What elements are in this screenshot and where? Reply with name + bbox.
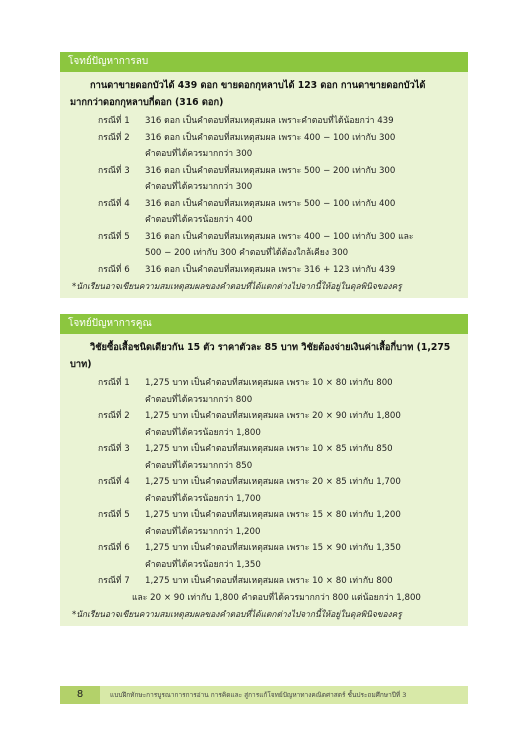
case-continuation: คำตอบที่ได้ควรน้อยกว่า 1,800 xyxy=(145,427,261,438)
case-1 xyxy=(98,113,458,130)
case-continuation: คำตอบที่ได้ควรมากกว่า 300 xyxy=(145,182,253,192)
case-text: 1,275 บาท เป็นคำตอบที่สมเหตุสมผล เพราะ 15 × 80 เท่ากับ 1,200 xyxy=(145,510,401,520)
case-label: กรณีที่ 2 xyxy=(98,411,130,421)
case-3 xyxy=(98,163,458,180)
page-footer xyxy=(60,686,468,704)
case-text: 316 ดอก เป็นคำตอบที่สมเหตุสมผล เพราะ 316 + 123 เท่ากับ 439 xyxy=(145,264,396,275)
case-text: 316 ดอก เป็นคำตอบที่สมเหตุสมผล เพราะ 500 − 200 เท่ากับ 300 xyxy=(145,165,396,176)
case-text: 1,275 บาท เป็นคำตอบที่สมเหตุสมผล เพราะ 10 × 80 เท่ากับ 800 xyxy=(145,576,393,586)
case-4 xyxy=(98,474,458,491)
case-continuation: คำตอบที่ได้ควรน้อยกว่า 400 xyxy=(145,215,253,225)
section-body xyxy=(60,334,468,626)
case-label: กรณีที่ 6 xyxy=(98,543,130,553)
case-text: 316 ดอก เป็นคำตอบที่สมเหตุสมผล เพราะคำตอบที่ได้น้อยกว่า 439 xyxy=(145,116,394,126)
page-number: 8 xyxy=(60,686,100,704)
case-2 xyxy=(98,130,458,147)
case-5 xyxy=(98,229,458,246)
footer-text: แบบฝึกทักษะการบูรณาการการอ่าน การคิดและ สู่การแก้โจทย์ปัญหาทางคณิตศาสตร์ ชั้นประถมศึกษาปีที่ 3 xyxy=(110,691,407,699)
case-text: 316 ดอก เป็นคำตอบที่สมเหตุสมผล เพราะ 400 − 100 เท่ากับ 300 และ xyxy=(145,231,414,242)
case-text: 1,275 บาท เป็นคำตอบที่สมเหตุสมผล เพราะ 20 × 90 เท่ากับ 1,800 xyxy=(145,411,401,421)
case-text: 316 ดอก เป็นคำตอบที่สมเหตุสมผล เพราะ 400 − 100 เท่ากับ 300 xyxy=(145,132,396,143)
multiplication-section xyxy=(60,314,468,626)
case-continuation: 500 − 200 เท่ากับ 300 คำตอบที่ได้ต้องใกล้เคียง 300 xyxy=(145,248,349,258)
case-label: กรณีที่ 1 xyxy=(98,116,130,126)
case-label: กรณีที่ 7 xyxy=(98,576,130,586)
section-body xyxy=(60,72,468,298)
case-text: 1,275 บาท เป็นคำตอบที่สมเหตุสมผล เพราะ 10 × 85 เท่ากับ 850 xyxy=(145,444,393,454)
case-continuation: คำตอบที่ได้ควรมากกว่า 300 xyxy=(145,149,253,159)
case-text: 1,275 บาท เป็นคำตอบที่สมเหตุสมผล เพราะ 15 × 90 เท่ากับ 1,350 xyxy=(145,543,401,553)
case-text: 1,275 บาท เป็นคำตอบที่สมเหตุสมผล เพราะ 20 × 85 เท่ากับ 1,700 xyxy=(145,477,401,487)
case-label: กรณีที่ 3 xyxy=(98,165,130,176)
case-4 xyxy=(98,196,458,213)
case-label: กรณีที่ 1 xyxy=(98,378,130,388)
case-text: 1,275 บาท เป็นคำตอบที่สมเหตุสมผล เพราะ 10 × 80 เท่ากับ 800 xyxy=(145,378,393,388)
case-7 xyxy=(98,573,458,590)
case-label: กรณีที่ 5 xyxy=(98,510,130,520)
case-continuation: คำตอบที่ได้ควรน้อยกว่า 1,700 xyxy=(145,493,261,504)
case-continuation: คำตอบที่ได้ควรมากกว่า 850 xyxy=(145,460,253,471)
problem-statement: กานดาขายดอกบัวได้ 439 ดอก ขายดอกกุหลาบได้ 123 ดอก กานดาขายดอกบัวได้มากกว่าดอกกุหลาบกี่ดอก (316 ดอก) xyxy=(70,80,426,108)
case-label: กรณีที่ 5 xyxy=(98,231,130,242)
case-3 xyxy=(98,441,458,458)
teacher-note: *นักเรียนอาจเขียนความสมเหตุสมผลของคำตอบที่ได้แตกต่างไปจากนี้ให้อยู่ในดุลพินิจของครู xyxy=(72,609,402,619)
case-6 xyxy=(98,540,458,557)
section-title: โจทย์ปัญหาการคูณ xyxy=(60,314,468,334)
case-1 xyxy=(98,375,458,392)
section-title: โจทย์ปัญหาการลบ xyxy=(60,52,468,72)
case-label: กรณีที่ 6 xyxy=(98,264,130,275)
case-continuation: คำตอบที่ได้ควรมากกว่า 1,200 xyxy=(145,526,261,537)
case-label: กรณีที่ 4 xyxy=(98,198,130,209)
case-label: กรณีที่ 3 xyxy=(98,444,130,454)
case-continuation: คำตอบที่ได้ควรมากกว่า 800 xyxy=(145,394,253,405)
case-label: กรณีที่ 2 xyxy=(98,132,130,143)
case-label: กรณีที่ 4 xyxy=(98,477,130,487)
case-continuation: คำตอบที่ได้ควรน้อยกว่า 1,350 xyxy=(145,559,261,570)
case-text: 316 ดอก เป็นคำตอบที่สมเหตุสมผล เพราะ 500 − 100 เท่ากับ 400 xyxy=(145,198,396,209)
case-6 xyxy=(98,262,458,279)
subtraction-section xyxy=(60,52,468,298)
case-continuation: และ 20 × 90 เท่ากับ 1,800 คำตอบที่ได้ควรมากกว่า 800 แต่น้อยกว่า 1,800 xyxy=(132,592,421,603)
teacher-note: *นักเรียนอาจเขียนความสมเหตุสมผลของคำตอบที่ได้แตกต่างไปจากนี้ให้อยู่ในดุลพินิจของครู xyxy=(72,281,402,291)
case-5 xyxy=(98,507,458,524)
case-2 xyxy=(98,408,458,425)
problem-statement: วิชัยซื้อเสื้อชนิดเดียวกัน 15 ตัว ราคาตัวละ 85 บาท วิชัยต้องจ่ายเงินค่าเสื้อกี่บาท (1,275 บาท) xyxy=(70,342,451,370)
